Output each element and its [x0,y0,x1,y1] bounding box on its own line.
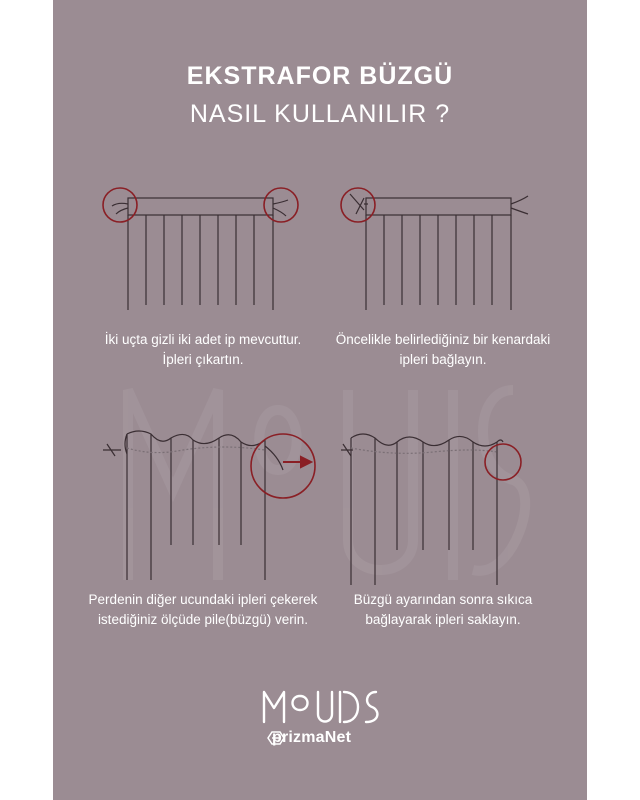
mouds-logo [258,680,388,760]
step-2-illustration [338,180,548,320]
step-1-illustration [98,180,308,320]
step-2-caption: Öncelikle belirlediğiniz bir kenardaki ipleri bağlayın. [335,332,551,367]
right-end-highlight [264,188,298,222]
step-4-illustration [333,420,553,590]
step-3-caption: Perdenin diğer ucundaki ipleri çekerek istediğiniz ölçüde pile(büzgü) verin. [88,592,318,627]
instruction-panel [53,0,587,800]
tied-end-highlight [341,188,375,222]
page-subtitle: NASIL KULLANILIR ? [189,100,451,128]
step-1-caption: İki uçta gizli iki adet ip mevcuttur. İpleri çıkartın. [104,332,302,367]
step-4-caption: Büzgü ayarından sonra sıkıca bağlayarak ipleri saklayın. [353,592,533,627]
step-3-illustration [93,420,323,590]
left-end-highlight [103,188,137,222]
pull-strings-highlight [251,434,315,498]
sub-brand-name: prizmaNet [272,729,352,746]
tied-strings-highlight [485,444,521,480]
page-title: EKSTRAFOR BÜZGÜ [186,62,454,90]
pull-arrow-icon [283,457,311,467]
